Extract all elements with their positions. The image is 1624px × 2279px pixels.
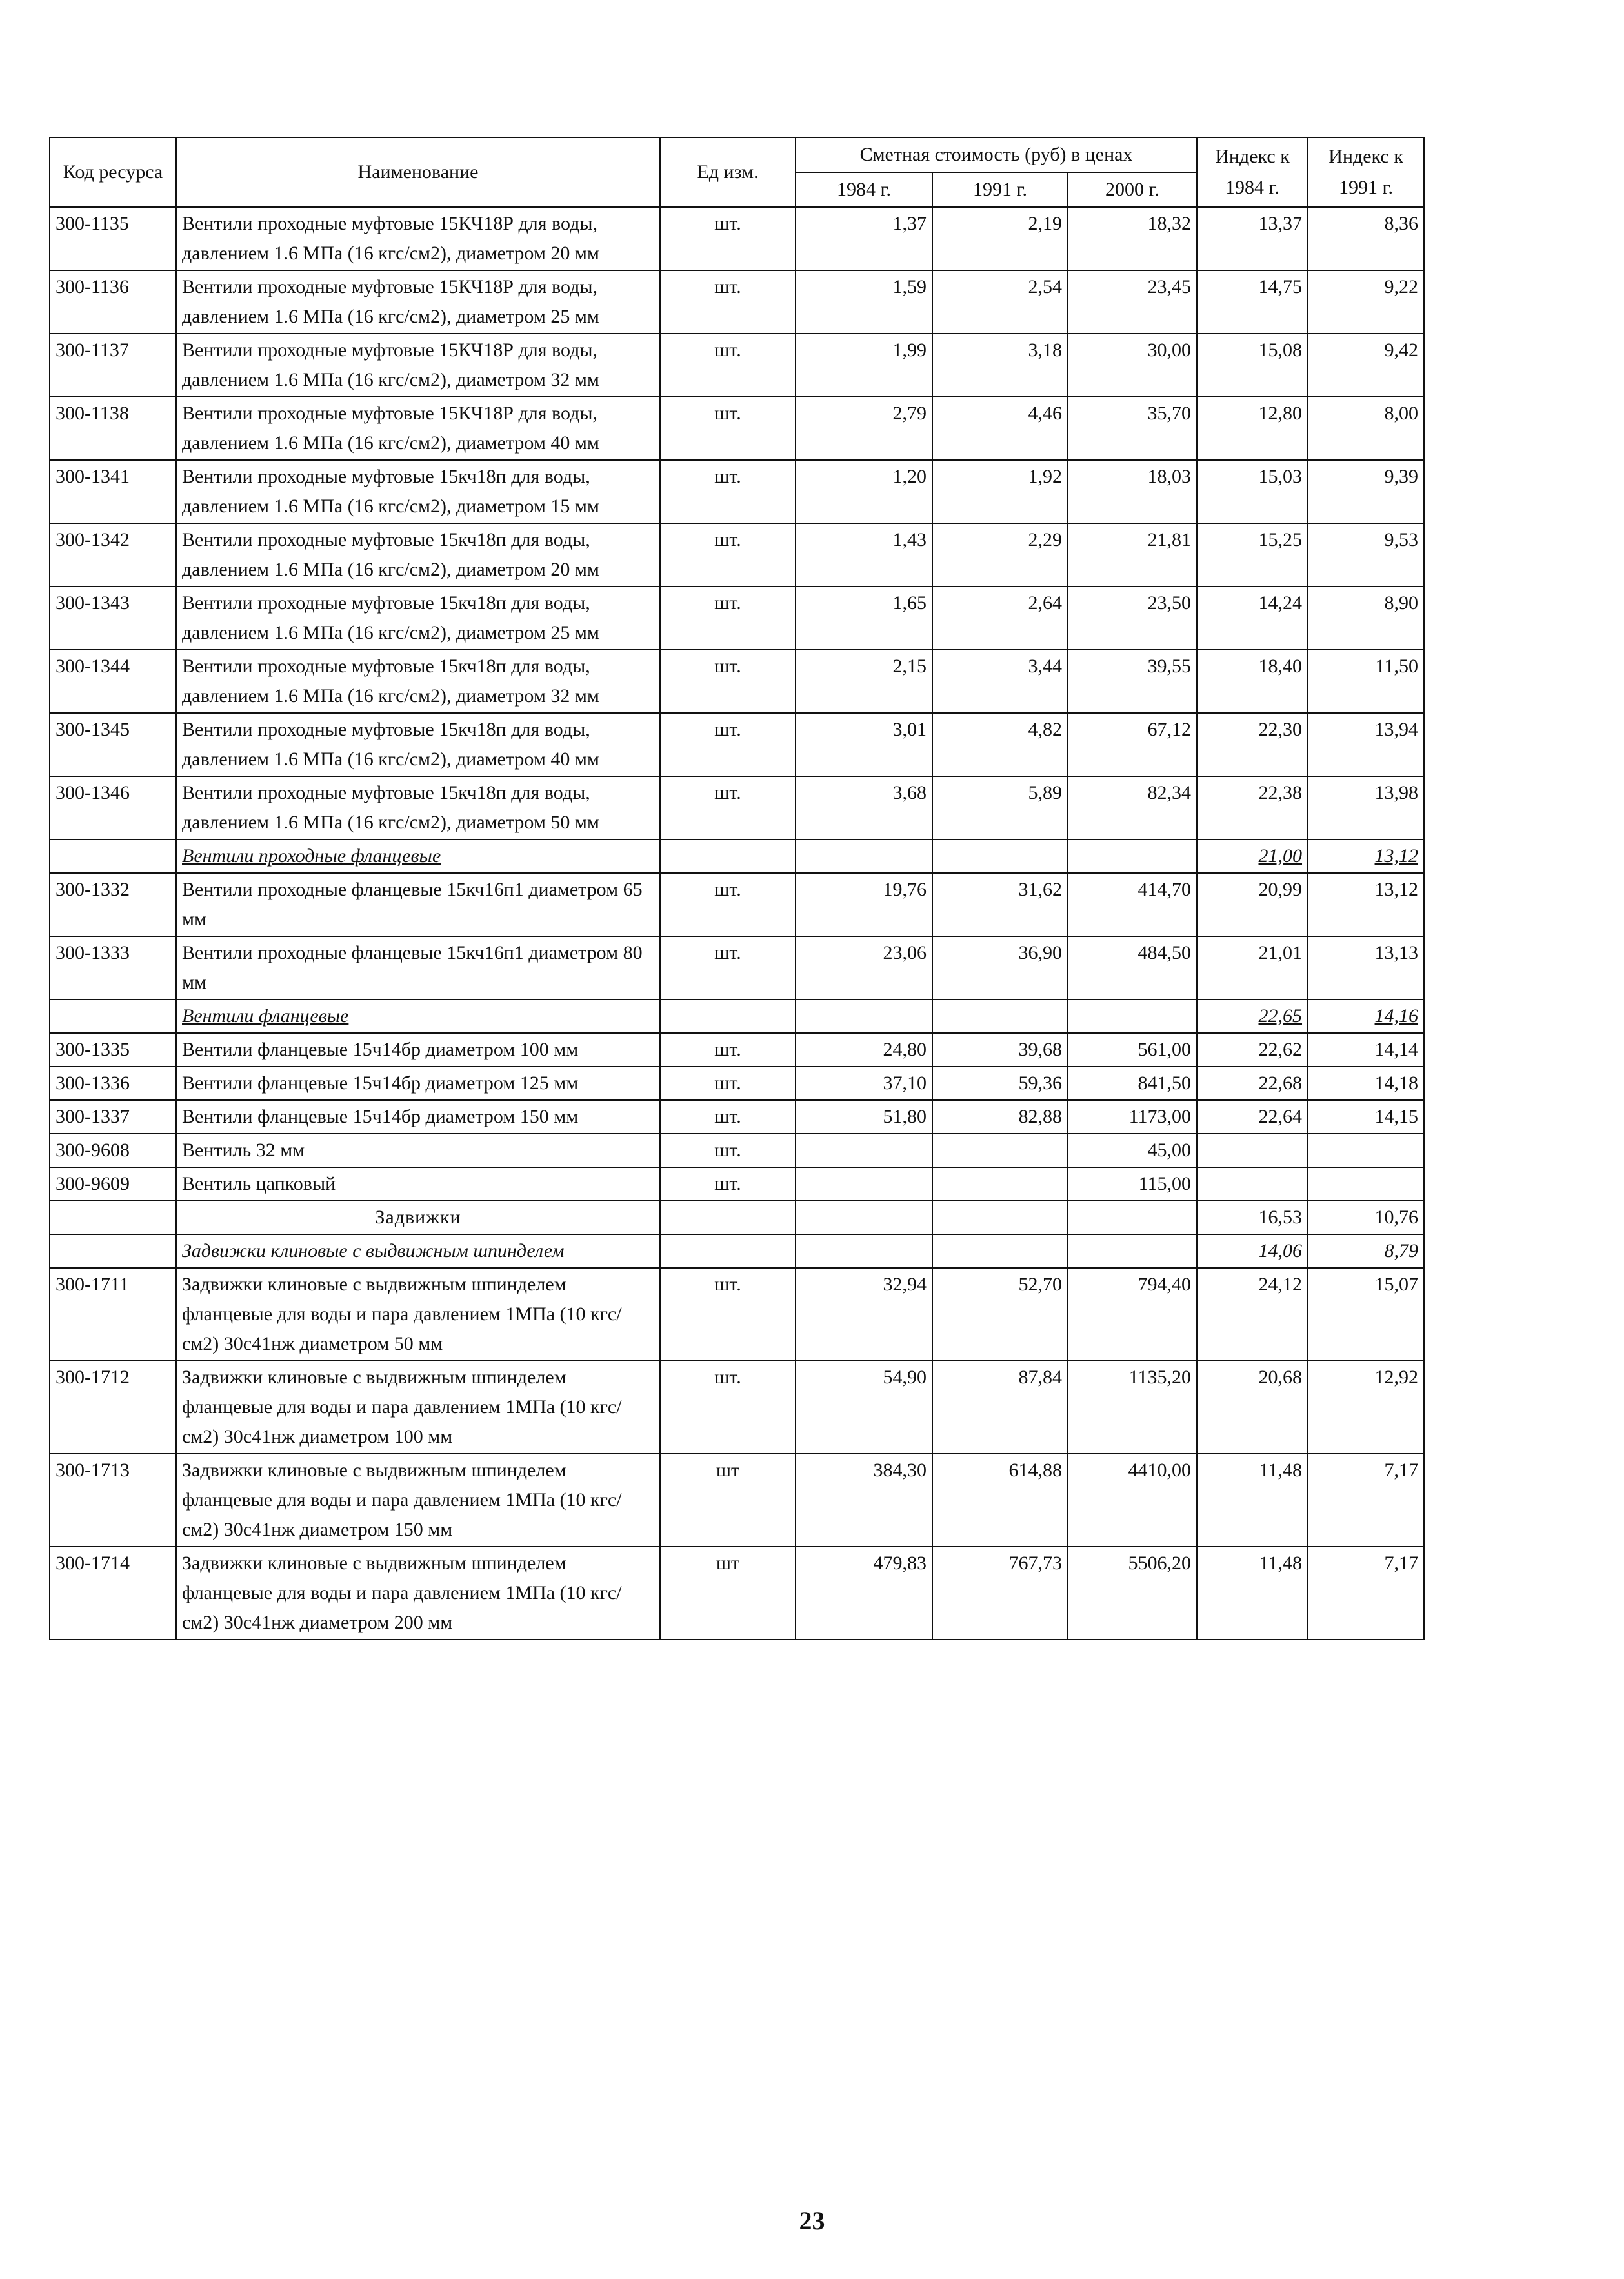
table-header	[50, 137, 1424, 207]
cell-price-1991: 5,89	[932, 776, 1068, 839]
cell-code: 300-1345	[50, 713, 176, 776]
table-row	[50, 587, 1424, 650]
cell-price-2000: 1173,00	[1068, 1100, 1197, 1134]
cell-index-1991: 8,90	[1308, 587, 1424, 650]
cell-index-1991: 9,42	[1308, 334, 1424, 397]
cell-code: 300-1344	[50, 650, 176, 713]
cell-unit: шт.	[660, 713, 796, 776]
table-row	[50, 334, 1424, 397]
cell-index-1991: 13,12	[1308, 873, 1424, 936]
cell-index-1984: 21,00	[1197, 839, 1308, 873]
cell-price-1984: 51,80	[796, 1100, 932, 1134]
cell-name: Вентили проходные фланцевые 15кч16п1 диаметром 65 мм	[176, 873, 660, 936]
cell-index-1991: 7,17	[1308, 1454, 1424, 1547]
cell-index-1991: 9,22	[1308, 270, 1424, 334]
cell-price-1984	[796, 1134, 932, 1167]
cell-name: Вентили проходные фланцевые	[176, 839, 660, 873]
cell-price-1991: 2,29	[932, 523, 1068, 587]
cell-name: Вентили фланцевые 15ч14бр диаметром 150 мм	[176, 1100, 660, 1134]
cell-price-1984: 3,01	[796, 713, 932, 776]
cell-price-1984: 32,94	[796, 1268, 932, 1361]
cell-index-1984: 22,38	[1197, 776, 1308, 839]
cell-price-1984: 1,43	[796, 523, 932, 587]
cell-name: Вентили проходные муфтовые 15кч18п для воды, давлением 1.6 МПа (16 кгс/см2), диаметром 40 мм	[176, 713, 660, 776]
cell-code: 300-1343	[50, 587, 176, 650]
cell-index-1991: 8,79	[1308, 1234, 1424, 1268]
cell-index-1991: 7,17	[1308, 1547, 1424, 1640]
table-row	[50, 936, 1424, 999]
cell-price-1991	[932, 1201, 1068, 1234]
table-row	[50, 713, 1424, 776]
cell-price-1991: 59,36	[932, 1067, 1068, 1100]
table-row	[50, 873, 1424, 936]
cell-index-1991: 10,76	[1308, 1201, 1424, 1234]
cell-unit: шт.	[660, 1100, 796, 1134]
cell-price-1984: 3,68	[796, 776, 932, 839]
cell-price-2000	[1068, 839, 1197, 873]
subsection-row	[50, 999, 1424, 1033]
cell-unit: шт.	[660, 873, 796, 936]
cell-code: 300-1714	[50, 1547, 176, 1640]
cell-index-1991: 9,39	[1308, 460, 1424, 523]
cell-price-2000	[1068, 1201, 1197, 1234]
cell-name: Вентили фланцевые 15ч14бр диаметром 100 мм	[176, 1033, 660, 1067]
cell-price-1984	[796, 1167, 932, 1201]
table-row	[50, 1100, 1424, 1134]
cell-unit: шт.	[660, 1361, 796, 1454]
cell-price-1984: 37,10	[796, 1067, 932, 1100]
cell-index-1984: 22,62	[1197, 1033, 1308, 1067]
cell-index-1984	[1197, 1134, 1308, 1167]
cell-price-1991	[932, 1134, 1068, 1167]
cell-name: Вентили проходные муфтовые 15КЧ18Р для воды, давлением 1.6 МПа (16 кгс/см2), диаметром 32 мм	[176, 334, 660, 397]
cell-price-2000	[1068, 999, 1197, 1033]
cell-price-1991: 2,64	[932, 587, 1068, 650]
cell-price-1984: 1,65	[796, 587, 932, 650]
cell-price-1984: 23,06	[796, 936, 932, 999]
table-row	[50, 650, 1424, 713]
cell-code: 300-1136	[50, 270, 176, 334]
cell-price-2000: 21,81	[1068, 523, 1197, 587]
cell-index-1991	[1308, 1134, 1424, 1167]
cell-index-1984: 16,53	[1197, 1201, 1308, 1234]
cell-price-1991: 31,62	[932, 873, 1068, 936]
table-row	[50, 523, 1424, 587]
cell-index-1984: 21,01	[1197, 936, 1308, 999]
subsection-row	[50, 1234, 1424, 1268]
cell-name: Вентиль цапковый	[176, 1167, 660, 1201]
header-price-1984: 1984 г.	[796, 172, 932, 207]
cell-index-1991: 11,50	[1308, 650, 1424, 713]
cell-index-1984: 22,64	[1197, 1100, 1308, 1134]
cell-unit	[660, 1201, 796, 1234]
cell-index-1984: 22,65	[1197, 999, 1308, 1033]
table-row	[50, 1167, 1424, 1201]
cell-price-2000: 23,50	[1068, 587, 1197, 650]
cell-index-1991: 13,94	[1308, 713, 1424, 776]
cell-price-1991: 52,70	[932, 1268, 1068, 1361]
price-table	[49, 137, 1425, 1640]
cell-price-1991: 614,88	[932, 1454, 1068, 1547]
table-row	[50, 1268, 1424, 1361]
table-body	[50, 207, 1424, 1640]
cell-index-1984: 12,80	[1197, 397, 1308, 460]
cell-price-1991: 82,88	[932, 1100, 1068, 1134]
cell-name: Вентили фланцевые 15ч14бр диаметром 125 мм	[176, 1067, 660, 1100]
cell-unit: шт.	[660, 776, 796, 839]
cell-index-1991: 14,14	[1308, 1033, 1424, 1067]
cell-index-1984: 11,48	[1197, 1454, 1308, 1547]
cell-price-1984	[796, 839, 932, 873]
cell-price-1984: 1,37	[796, 207, 932, 270]
cell-unit: шт	[660, 1454, 796, 1547]
table-row	[50, 1454, 1424, 1547]
cell-code: 300-9608	[50, 1134, 176, 1167]
cell-price-1991: 87,84	[932, 1361, 1068, 1454]
cell-index-1984: 11,48	[1197, 1547, 1308, 1640]
cell-code	[50, 1201, 176, 1234]
cell-name: Вентили проходные муфтовые 15кч18п для воды, давлением 1.6 МПа (16 кгс/см2), диаметром 50 мм	[176, 776, 660, 839]
table-row	[50, 776, 1424, 839]
cell-name: Задвижки клиновые с выдвижным шпинделем фланцевые для воды и пара давлением 1МПа (10 кгс/см2) 30с41нж диаметром 100 мм	[176, 1361, 660, 1454]
cell-code: 300-9609	[50, 1167, 176, 1201]
subsection-row	[50, 839, 1424, 873]
cell-index-1984: 14,06	[1197, 1234, 1308, 1268]
cell-code: 300-1346	[50, 776, 176, 839]
table-row	[50, 397, 1424, 460]
cell-code: 300-1711	[50, 1268, 176, 1361]
cell-price-1991	[932, 1234, 1068, 1268]
cell-price-1991: 3,44	[932, 650, 1068, 713]
cell-unit: шт.	[660, 523, 796, 587]
header-price-2000: 2000 г.	[1068, 172, 1197, 207]
cell-price-1984: 2,79	[796, 397, 932, 460]
cell-price-2000: 841,50	[1068, 1067, 1197, 1100]
table-row	[50, 207, 1424, 270]
table-row	[50, 1361, 1424, 1454]
cell-price-1991: 2,54	[932, 270, 1068, 334]
cell-price-1984: 19,76	[796, 873, 932, 936]
section-row	[50, 1201, 1424, 1234]
cell-price-1991	[932, 1167, 1068, 1201]
cell-index-1984: 14,75	[1197, 270, 1308, 334]
cell-code: 300-1342	[50, 523, 176, 587]
cell-unit: шт	[660, 1547, 796, 1640]
cell-price-2000: 115,00	[1068, 1167, 1197, 1201]
cell-name: Задвижки клиновые с выдвижным шпинделем фланцевые для воды и пара давлением 1МПа (10 кгс/см2) 30с41нж диаметром 150 мм	[176, 1454, 660, 1547]
cell-name: Вентили проходные муфтовые 15кч18п для воды, давлением 1.6 МПа (16 кгс/см2), диаметром 15 мм	[176, 460, 660, 523]
cell-price-2000: 561,00	[1068, 1033, 1197, 1067]
header-code: Код ресурса	[50, 137, 176, 207]
cell-index-1991: 14,15	[1308, 1100, 1424, 1134]
cell-name: Вентили проходные фланцевые 15кч16п1 диаметром 80 мм	[176, 936, 660, 999]
cell-price-1984: 24,80	[796, 1033, 932, 1067]
cell-unit: шт.	[660, 1067, 796, 1100]
cell-code: 300-1137	[50, 334, 176, 397]
cell-code: 300-1138	[50, 397, 176, 460]
cell-index-1991: 13,13	[1308, 936, 1424, 999]
cell-unit: шт.	[660, 460, 796, 523]
cell-name: Вентили проходные муфтовые 15КЧ18Р для воды, давлением 1.6 МПа (16 кгс/см2), диаметром 40 мм	[176, 397, 660, 460]
cell-index-1991: 13,98	[1308, 776, 1424, 839]
cell-code	[50, 999, 176, 1033]
cell-price-2000: 4410,00	[1068, 1454, 1197, 1547]
cell-price-2000: 18,32	[1068, 207, 1197, 270]
cell-index-1984: 15,08	[1197, 334, 1308, 397]
cell-name: Вентили фланцевые	[176, 999, 660, 1033]
cell-index-1984: 18,40	[1197, 650, 1308, 713]
cell-unit: шт.	[660, 1134, 796, 1167]
cell-name: Вентиль 32 мм	[176, 1134, 660, 1167]
page-number: 23	[799, 2206, 825, 2235]
cell-price-2000: 82,34	[1068, 776, 1197, 839]
cell-name: Задвижки клиновые с выдвижным шпинделем фланцевые для воды и пара давлением 1МПа (10 кгс/см2) 30с41нж диаметром 200 мм	[176, 1547, 660, 1640]
cell-price-2000: 30,00	[1068, 334, 1197, 397]
cell-code: 300-1335	[50, 1033, 176, 1067]
cell-price-2000: 35,70	[1068, 397, 1197, 460]
table-row	[50, 1134, 1424, 1167]
cell-code	[50, 839, 176, 873]
cell-price-1991: 767,73	[932, 1547, 1068, 1640]
cell-code	[50, 1234, 176, 1268]
cell-price-1984: 1,20	[796, 460, 932, 523]
cell-unit: шт.	[660, 587, 796, 650]
cell-name: Вентили проходные муфтовые 15кч18п для воды, давлением 1.6 МПа (16 кгс/см2), диаметром 32 мм	[176, 650, 660, 713]
header-price-1991: 1991 г.	[932, 172, 1068, 207]
cell-unit: шт.	[660, 650, 796, 713]
cell-unit: шт.	[660, 1167, 796, 1201]
cell-unit: шт.	[660, 334, 796, 397]
cell-index-1984: 22,30	[1197, 713, 1308, 776]
header-name: Наименование	[176, 137, 660, 207]
cell-price-1991: 36,90	[932, 936, 1068, 999]
table-row	[50, 1067, 1424, 1100]
table-row	[50, 1547, 1424, 1640]
cell-unit	[660, 1234, 796, 1268]
cell-price-1984	[796, 999, 932, 1033]
cell-price-1984: 2,15	[796, 650, 932, 713]
header-cost-group: Сметная стоимость (руб) в ценах	[796, 137, 1197, 172]
cell-index-1991: 14,16	[1308, 999, 1424, 1033]
cell-price-2000: 45,00	[1068, 1134, 1197, 1167]
cell-index-1984: 20,68	[1197, 1361, 1308, 1454]
cell-index-1984: 13,37	[1197, 207, 1308, 270]
cell-index-1984: 14,24	[1197, 587, 1308, 650]
cell-code: 300-1337	[50, 1100, 176, 1134]
cell-price-1984	[796, 1234, 932, 1268]
cell-index-1984: 15,25	[1197, 523, 1308, 587]
cell-unit: шт.	[660, 270, 796, 334]
cell-name: Задвижки клиновые с выдвижным шпинделем фланцевые для воды и пара давлением 1МПа (10 кгс/см2) 30с41нж диаметром 50 мм	[176, 1268, 660, 1361]
cell-price-2000: 23,45	[1068, 270, 1197, 334]
header-index-1984: Индекс к 1984 г.	[1197, 137, 1308, 207]
cell-price-1984: 1,99	[796, 334, 932, 397]
cell-index-1984: 24,12	[1197, 1268, 1308, 1361]
cell-unit: шт.	[660, 207, 796, 270]
cell-name: Вентили проходные муфтовые 15кч18п для воды, давлением 1.6 МПа (16 кгс/см2), диаметром 25 мм	[176, 587, 660, 650]
table-row	[50, 1033, 1424, 1067]
table-row	[50, 270, 1424, 334]
cell-name: Задвижки клиновые с выдвижным шпинделем	[176, 1234, 660, 1268]
cell-code: 300-1336	[50, 1067, 176, 1100]
cell-unit: шт.	[660, 1033, 796, 1067]
cell-index-1991: 15,07	[1308, 1268, 1424, 1361]
cell-price-2000: 67,12	[1068, 713, 1197, 776]
cell-price-2000: 18,03	[1068, 460, 1197, 523]
cell-index-1991: 8,00	[1308, 397, 1424, 460]
cell-price-1984: 479,83	[796, 1547, 932, 1640]
cell-code: 300-1712	[50, 1361, 176, 1454]
cell-index-1984: 22,68	[1197, 1067, 1308, 1100]
cell-code: 300-1332	[50, 873, 176, 936]
cell-price-1984: 384,30	[796, 1454, 932, 1547]
cell-price-1984: 1,59	[796, 270, 932, 334]
cell-index-1991: 12,92	[1308, 1361, 1424, 1454]
cell-unit: шт.	[660, 1268, 796, 1361]
cell-price-1991: 4,46	[932, 397, 1068, 460]
cell-price-1984	[796, 1201, 932, 1234]
cell-price-1991: 4,82	[932, 713, 1068, 776]
cell-unit: шт.	[660, 936, 796, 999]
cell-price-1991	[932, 839, 1068, 873]
header-index-1991: Индекс к 1991 г.	[1308, 137, 1424, 207]
cell-price-1984: 54,90	[796, 1361, 932, 1454]
cell-name: Вентили проходные муфтовые 15КЧ18Р для воды, давлением 1.6 МПа (16 кгс/см2), диаметром 25 мм	[176, 270, 660, 334]
cell-price-2000: 1135,20	[1068, 1361, 1197, 1454]
cell-name: Вентили проходные муфтовые 15КЧ18Р для воды, давлением 1.6 МПа (16 кгс/см2), диаметром 20 мм	[176, 207, 660, 270]
cell-code: 300-1135	[50, 207, 176, 270]
cell-code: 300-1333	[50, 936, 176, 999]
cell-unit	[660, 999, 796, 1033]
cell-name: Вентили проходные муфтовые 15кч18п для воды, давлением 1.6 МПа (16 кгс/см2), диаметром 20 мм	[176, 523, 660, 587]
cell-price-2000	[1068, 1234, 1197, 1268]
cell-index-1991	[1308, 1167, 1424, 1201]
cell-price-2000: 39,55	[1068, 650, 1197, 713]
cell-code: 300-1713	[50, 1454, 176, 1547]
cell-code: 300-1341	[50, 460, 176, 523]
cell-unit: шт.	[660, 397, 796, 460]
cell-price-2000: 5506,20	[1068, 1547, 1197, 1640]
cell-index-1984	[1197, 1167, 1308, 1201]
cell-index-1984: 20,99	[1197, 873, 1308, 936]
cell-name: Задвижки	[176, 1201, 660, 1234]
table-row	[50, 460, 1424, 523]
cell-price-1991: 39,68	[932, 1033, 1068, 1067]
cell-price-1991	[932, 999, 1068, 1033]
cell-price-1991: 1,92	[932, 460, 1068, 523]
cell-price-1991: 3,18	[932, 334, 1068, 397]
cell-index-1991: 9,53	[1308, 523, 1424, 587]
cell-price-1991: 2,19	[932, 207, 1068, 270]
cell-index-1984: 15,03	[1197, 460, 1308, 523]
cell-price-2000: 414,70	[1068, 873, 1197, 936]
cell-unit	[660, 839, 796, 873]
cell-index-1991: 14,18	[1308, 1067, 1424, 1100]
header-unit: Ед изм.	[660, 137, 796, 207]
cell-index-1991: 8,36	[1308, 207, 1424, 270]
cell-index-1991: 13,12	[1308, 839, 1424, 873]
cell-price-2000: 484,50	[1068, 936, 1197, 999]
cell-price-2000: 794,40	[1068, 1268, 1197, 1361]
